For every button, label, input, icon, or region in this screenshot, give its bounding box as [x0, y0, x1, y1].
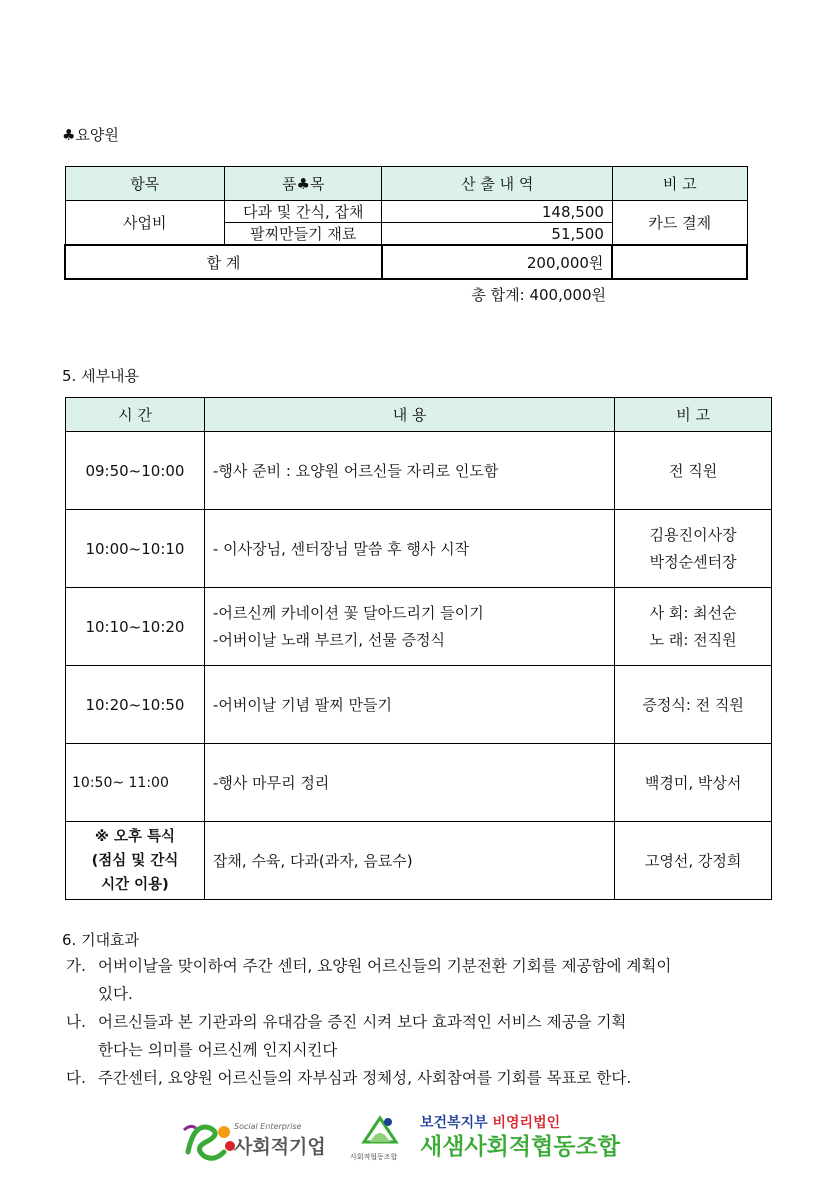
item-amount: 51,500: [382, 223, 612, 246]
time-cell: 10:50~ 11:00: [66, 744, 205, 822]
social-enterprise-logo: [180, 1112, 340, 1166]
se-small-text: Social Enterprise: [234, 1122, 302, 1131]
org-subtitle: [420, 1114, 660, 1132]
list-item: [66, 1064, 786, 1092]
detail-section-title: 5. 세부내용: [62, 367, 140, 385]
item-name: 팔찌만들기 재료: [224, 223, 382, 246]
content-line: -어르신께 카네이션 꽃 달아드리기 들이기: [212, 603, 484, 622]
remark-cell: 고영선, 강정희: [615, 822, 772, 900]
list-text-cont: 있다.: [98, 985, 133, 1003]
schedule-table: [65, 397, 772, 900]
item-amount: 148,500: [382, 201, 612, 223]
remark-line: 김용진이사장: [649, 525, 737, 544]
org-name: 새샘사회적협동조합: [420, 1134, 620, 1160]
content-cell: [204, 588, 614, 666]
table-row: [66, 510, 772, 588]
remark-line: 박정순센터장: [649, 552, 737, 571]
header-note: 비 고: [612, 167, 747, 201]
total-amount: 200,000원: [382, 245, 612, 279]
list-text: 어버이날을 맞이하여 주간 센터, 요양원 어르신들의 기분전환 기회를 제공함에 계획이: [98, 957, 672, 975]
remark-cell: [615, 510, 772, 588]
remark-cell: 증정식: 전 직원: [615, 666, 772, 744]
social-enterprise-emblem-icon: [180, 1112, 240, 1166]
item-name: 다과 및 간식, 잡채: [224, 201, 382, 223]
header-remark: 비 고: [615, 398, 772, 432]
list-marker: 가.: [66, 957, 86, 975]
table-row: [66, 588, 772, 666]
total-label: 합 계: [65, 245, 382, 279]
remark-line: 사 회: 최선순: [649, 603, 737, 622]
remark-cell: 전 직원: [615, 432, 772, 510]
list-marker: 다.: [66, 1069, 86, 1087]
total-note: [612, 245, 747, 279]
remark-cell: 백경미, 박상서: [615, 744, 772, 822]
header-time: 시 간: [66, 398, 205, 432]
table-row: [66, 744, 772, 822]
list-text: 어르신들과 본 기관과의 유대감을 증진 시켜 보다 효과적인 서비스 제공을 기획: [98, 1013, 627, 1031]
coop-emblem-icon: [360, 1112, 400, 1148]
effects-section-title: 6. 기대효과: [62, 931, 140, 949]
table-row: [66, 666, 772, 744]
content-cell: 잡채, 수육, 다과(과자, 음료수): [204, 822, 614, 900]
content-cell: -행사 준비 : 요양원 어르신들 자리로 인도함: [204, 432, 614, 510]
table-row: [66, 432, 772, 510]
time-cell: 09:50~10:00: [66, 432, 205, 510]
coop-small-text: 사회적협동조합: [350, 1153, 398, 1161]
coop-logo: [350, 1112, 410, 1166]
header-calc: 산 출 내 역: [382, 167, 612, 201]
time-cell: 10:00~10:10: [66, 510, 205, 588]
se-label: 사회적기업: [234, 1136, 326, 1158]
time-cell: 10:20~10:50: [66, 666, 205, 744]
table-row: [66, 822, 772, 900]
list-item: [66, 1008, 786, 1064]
list-item: [66, 952, 786, 1008]
content-cell: -어버이날 기념 팔찌 만들기: [204, 666, 614, 744]
list-text-cont: 한다는 의미를 어르신께 인지시킨다: [98, 1041, 338, 1059]
header-content: 내 용: [204, 398, 614, 432]
yoyang-section-title: ♣요양원: [62, 126, 119, 144]
grand-total: 총 합계: 400,000원: [471, 286, 606, 304]
content-line: -어버이날 노래 부르기, 선물 증정식: [212, 630, 446, 649]
org-ministry: 보건복지부: [420, 1115, 488, 1131]
category-cell: 사업비: [65, 201, 224, 246]
content-cell: - 이사장님, 센터장님 말씀 후 행사 시작: [204, 510, 614, 588]
header-goods: 품♣목: [224, 167, 382, 201]
org-logo: [420, 1114, 660, 1168]
effects-list: [66, 952, 786, 1092]
time-cell: ※ 오후 특식 (점심 및 간식 시간 이용): [66, 822, 205, 900]
remark-line: 노 래: 전직원: [649, 630, 737, 649]
note-cell: 카드 결제: [612, 201, 747, 246]
remark-cell: [615, 588, 772, 666]
org-nonprofit: 비영리법인: [492, 1115, 561, 1131]
budget-table: [64, 166, 748, 280]
list-marker: 나.: [66, 1013, 86, 1031]
header-item: 항목: [65, 167, 224, 201]
time-cell: 10:10~10:20: [66, 588, 205, 666]
list-text: 주간센터, 요양원 어르신들의 자부심과 정체성, 사회참여를 기회를 목표로 한다.: [98, 1069, 632, 1087]
content-cell: -행사 마무리 정리: [204, 744, 614, 822]
